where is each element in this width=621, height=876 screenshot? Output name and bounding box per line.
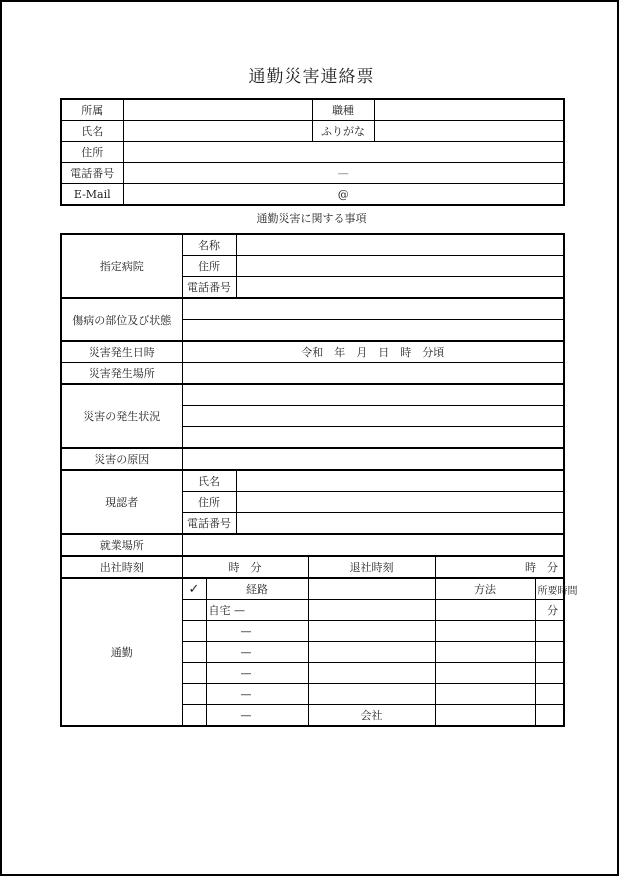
hospital-phone-label: 電話番号: [182, 277, 236, 299]
route-home: 自宅 —: [206, 600, 308, 621]
injury-label: 傷病の部位及び状態: [61, 298, 182, 341]
commute-check-3[interactable]: [182, 642, 206, 663]
situation-field-3[interactable]: [182, 427, 564, 449]
name-row: [61, 121, 564, 142]
injury-field-2[interactable]: [182, 320, 564, 342]
depart-label: 出社時刻: [61, 556, 182, 578]
witness-phone-label: 電話番号: [182, 513, 236, 535]
affiliation-field[interactable]: [123, 99, 312, 121]
route-field-2[interactable]: [308, 621, 435, 642]
witness-address-label: 住所: [182, 492, 236, 513]
duration-field-1[interactable]: 分: [535, 600, 564, 621]
route-header-spacer: [308, 578, 435, 600]
leave-label: 退社時刻: [308, 556, 435, 578]
place-label: 災害発生場所: [61, 363, 182, 385]
method-field-2[interactable]: [435, 621, 535, 642]
hospital-name-row: [61, 234, 564, 256]
duration-field-3[interactable]: [535, 642, 564, 663]
address-label: 住所: [61, 142, 123, 163]
furigana-field[interactable]: [374, 121, 564, 142]
times-row: [61, 556, 564, 578]
workplace-field[interactable]: [182, 534, 564, 556]
route-field-5[interactable]: [308, 684, 435, 705]
commute-check-2[interactable]: [182, 621, 206, 642]
method-field-4[interactable]: [435, 663, 535, 684]
name-field[interactable]: [123, 121, 312, 142]
route-field-3[interactable]: [308, 642, 435, 663]
job-field[interactable]: [374, 99, 564, 121]
method-header: 方法: [435, 578, 535, 600]
commute-check-1[interactable]: [182, 600, 206, 621]
situation-row-1: [61, 384, 564, 406]
route-dash-5: —: [206, 684, 308, 705]
witness-phone-field[interactable]: [236, 513, 564, 535]
commute-header-row: [61, 578, 564, 600]
place-field[interactable]: [182, 363, 564, 385]
route-dash-4: —: [206, 663, 308, 684]
depart-field[interactable]: 時 分: [182, 556, 308, 578]
workplace-label: 就業場所: [61, 534, 182, 556]
route-dash-6: —: [206, 705, 308, 727]
address-field[interactable]: [123, 142, 564, 163]
method-field-6[interactable]: [435, 705, 535, 727]
job-label: 職種: [312, 99, 374, 121]
hospital-address-label: 住所: [182, 256, 236, 277]
witness-name-label: 氏名: [182, 470, 236, 492]
situation-label: 災害の発生状況: [61, 384, 182, 448]
commute-label: 通勤: [61, 578, 182, 726]
route-field-1[interactable]: [308, 600, 435, 621]
incident-table: [60, 233, 578, 727]
phone-field[interactable]: —: [123, 163, 564, 184]
email-label: E-Mail: [61, 184, 123, 206]
cause-row: [61, 448, 564, 470]
witness-address-field[interactable]: [236, 492, 564, 513]
datetime-field[interactable]: 令和 年 月 日 時 分頃: [182, 341, 564, 363]
route-dash-3: —: [206, 642, 308, 663]
email-field[interactable]: @: [123, 184, 564, 206]
injury-field-1[interactable]: [182, 298, 564, 320]
datetime-row: [61, 341, 564, 363]
page-title: 通勤災害連絡票: [248, 67, 375, 87]
route-field-4[interactable]: [308, 663, 435, 684]
commute-check-5[interactable]: [182, 684, 206, 705]
hospital-name-label: 名称: [182, 234, 236, 256]
check-header: ✓: [182, 578, 206, 600]
witness-label: 現認者: [61, 470, 182, 534]
email-row: [61, 184, 564, 206]
route-company: 会社: [308, 705, 435, 727]
injury-row-1: [61, 298, 564, 320]
cause-field[interactable]: [182, 448, 564, 470]
hospital-address-field[interactable]: [236, 256, 564, 277]
section-title: 通勤災害に関する事項: [256, 212, 367, 225]
affiliation-row: [61, 99, 564, 121]
duration-field-2[interactable]: [535, 621, 564, 642]
situation-field-1[interactable]: [182, 384, 564, 406]
method-field-5[interactable]: [435, 684, 535, 705]
phone-label: 電話番号: [61, 163, 123, 184]
witness-name-row: [61, 470, 564, 492]
furigana-label: ふりがな: [312, 121, 374, 142]
address-row: [61, 142, 564, 163]
duration-field-5[interactable]: [535, 684, 564, 705]
commute-check-4[interactable]: [182, 663, 206, 684]
phone-row: [61, 163, 564, 184]
route-header: 経路: [206, 578, 308, 600]
cause-label: 災害の原因: [61, 448, 182, 470]
commute-check-6[interactable]: [182, 705, 206, 727]
method-field-1[interactable]: [435, 600, 535, 621]
duration-field-4[interactable]: [535, 663, 564, 684]
hospital-phone-field[interactable]: [236, 277, 564, 299]
datetime-label: 災害発生日時: [61, 341, 182, 363]
duration-header: 所要時間: [535, 578, 564, 600]
personal-info-table: [60, 98, 565, 206]
place-row: [61, 363, 564, 385]
workplace-row: [61, 534, 564, 556]
name-label: 氏名: [61, 121, 123, 142]
duration-field-6[interactable]: [535, 705, 564, 727]
affiliation-label: 所属: [61, 99, 123, 121]
hospital-name-field[interactable]: [236, 234, 564, 256]
situation-field-2[interactable]: [182, 406, 564, 427]
method-field-3[interactable]: [435, 642, 535, 663]
leave-field[interactable]: 時 分: [435, 556, 564, 578]
witness-name-field[interactable]: [236, 470, 564, 492]
route-dash-2: —: [206, 621, 308, 642]
hospital-label: 指定病院: [61, 234, 182, 298]
